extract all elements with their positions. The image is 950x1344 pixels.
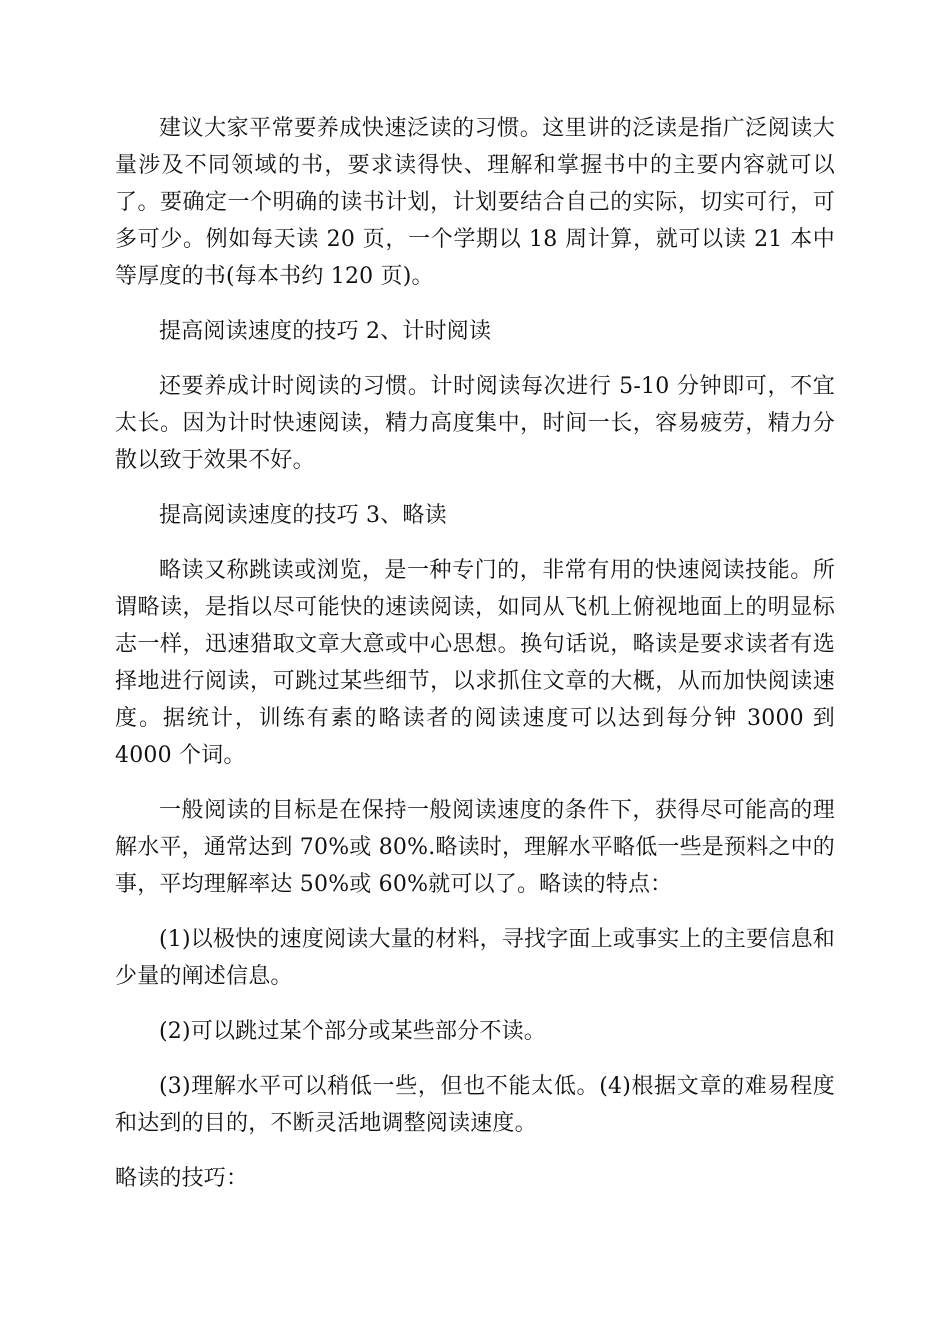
- heading-timed-reading: 提高阅读速度的技巧 2、计时阅读: [159, 319, 492, 344]
- list-item-2: (2)可以跳过某个部分或某些部分不读。: [159, 1019, 546, 1044]
- paragraph-skimming-goal: 一般阅读的目标是在保持一般阅读速度的条件下，获得尽可能高的理解水平，通常达到 70%或 80%.略读时，理解水平略低一些是预料之中的事，平均理解率达 50%或 60%就可以了。略读的特点：: [115, 798, 835, 897]
- list-item-3-4: (3)理解水平可以稍低一些，但也不能太低。(4)根据文章的难易程度和达到的目的，不断灵活地调整阅读速度。: [115, 1074, 835, 1136]
- heading-skimming-techniques: 略读的技巧：: [115, 1166, 249, 1191]
- paragraph-skimming-definition: 略读又称跳读或浏览，是一种专门的，非常有用的快速阅读技能。所谓略读，是指以尽可能快的速读阅读，如同从飞机上俯视地面上的明显标志一样，迅速猎取文章大意或中心思想。换句话说，略读是要求读者有选择地进行阅读，可跳过某些细节，以求抓住文章的大概，从而加快阅读速度。据统计，训练有素的略读者的阅读速度可以达到每分钟 3000 到 4000 个词。: [115, 558, 835, 768]
- paragraph-extensive-reading: 建议大家平常要养成快速泛读的习惯。这里讲的泛读是指广泛阅读大量涉及不同领域的书，要求读得快、理解和掌握书中的主要内容就可以了。要确定一个明确的读书计划，计划要结合自己的实际，切实可行，可多可少。例如每天读 20 页，一个学期以 18 周计算，就可以读 21 本中等厚度的书(每本书约 120 页)。: [115, 116, 835, 289]
- paragraph-timed-reading: 还要养成计时阅读的习惯。计时阅读每次进行 5-10 分钟即可，不宜太长。因为计时快速阅读，精力高度集中，时间一长，容易疲劳，精力分散以致于效果不好。: [115, 374, 835, 473]
- heading-skimming: 提高阅读速度的技巧 3、略读: [159, 503, 447, 528]
- document-body: [115, 110, 835, 1215]
- list-item-1: (1)以极快的速度阅读大量的材料，寻找字面上或事实上的主要信息和少量的阐述信息。: [115, 927, 835, 989]
